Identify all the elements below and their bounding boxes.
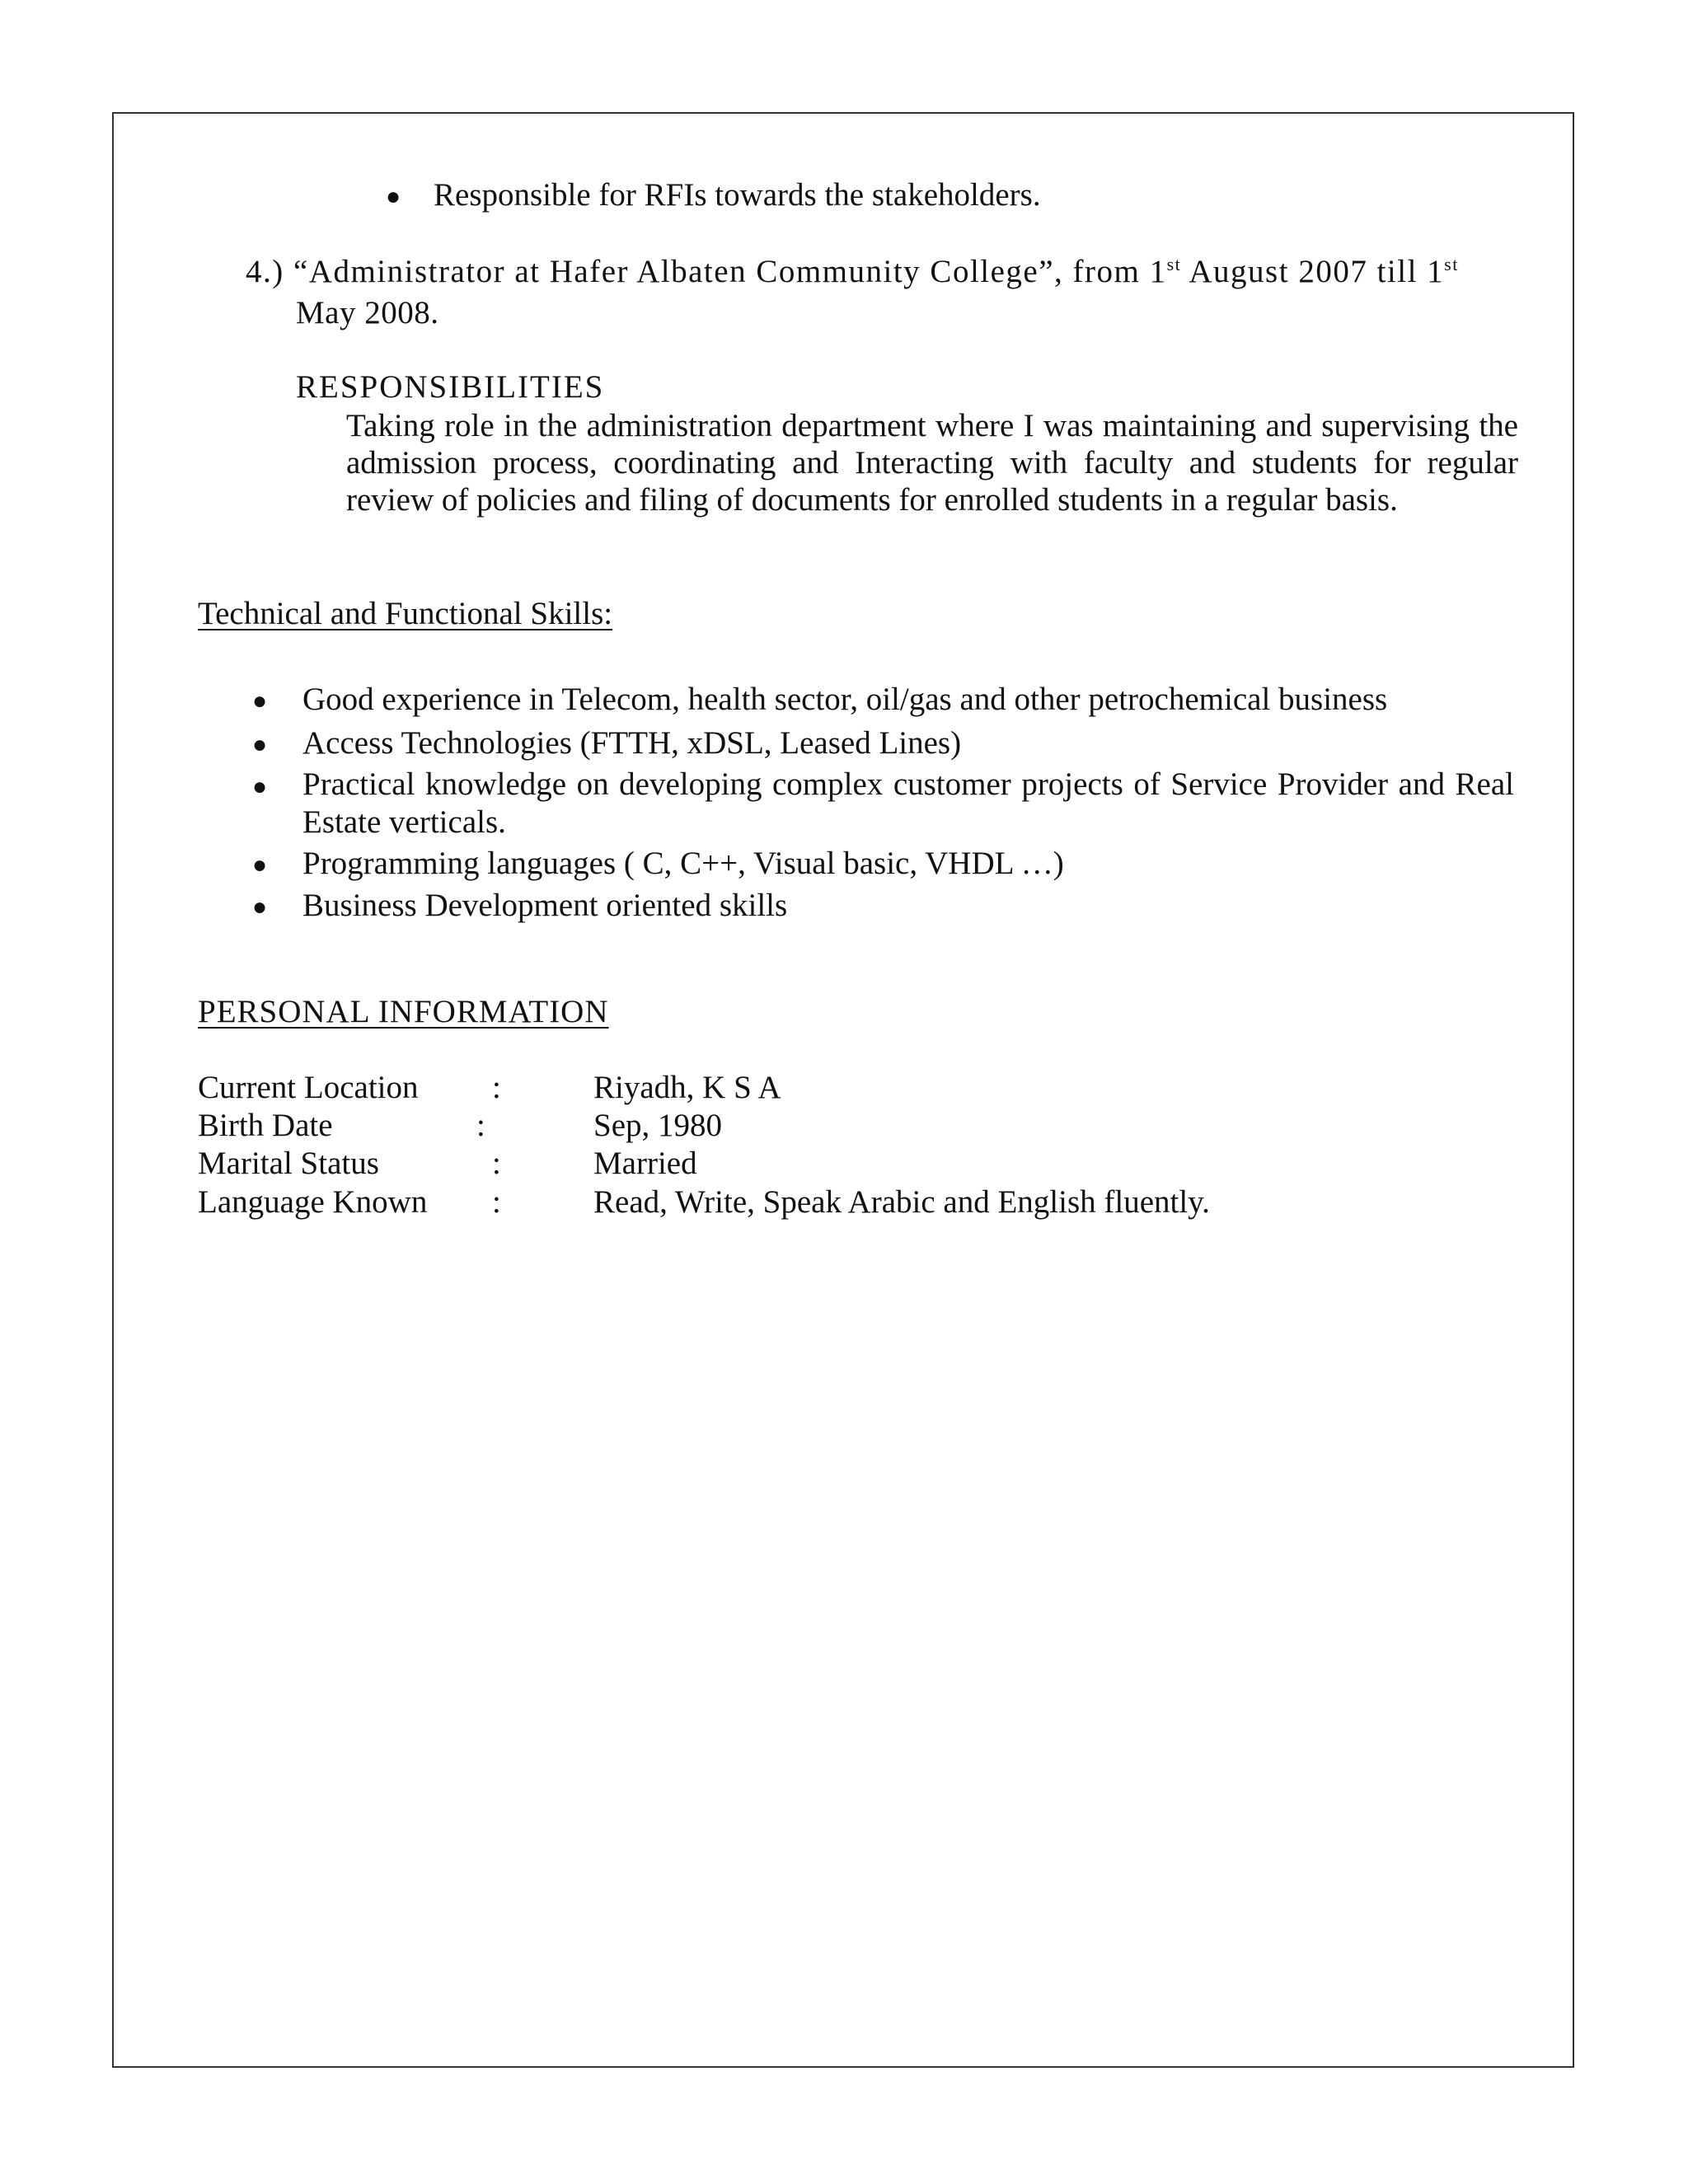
personal-separator: : (476, 1108, 485, 1143)
experience-title-line2: May 2008. (296, 295, 439, 330)
responsibilities-text: Taking role in the administration department where I was maintaining and supervising the admission process, coordinating and Interacting with faculty and students for regular review of policies and filing of documents for enrolled students in a regular basis. (346, 408, 1518, 518)
personal-label-marital-status: Marital Status (198, 1146, 379, 1181)
personal-info-heading: PERSONAL INFORMATION (198, 994, 609, 1029)
bullet-icon: ● (252, 731, 268, 758)
personal-value-language-known: Read, Write, Speak Arabic and English fluently. (593, 1184, 1210, 1220)
personal-value-current-location: Riyadh, K S A (593, 1070, 781, 1105)
bullet-icon: ● (252, 773, 268, 800)
skill-item: Access Technologies (FTTH, xDSL, Leased Lines) (302, 725, 962, 761)
personal-separator: : (492, 1070, 501, 1105)
personal-separator: : (492, 1146, 501, 1181)
bullet-icon: ● (386, 183, 401, 210)
experience-title-line1: “Administrator at Hafer Albaten Community College”, from 1st August 2007 till 1st (293, 254, 1459, 289)
personal-value-marital-status: Married (593, 1146, 697, 1181)
personal-label-language-known: Language Known (198, 1184, 428, 1220)
skill-item: Business Development oriented skills (302, 888, 788, 923)
prev-responsibility-bullet: Responsible for RFIs towards the stakeholders. (434, 177, 1041, 213)
bullet-icon: ● (252, 893, 268, 921)
experience-number: 4.) (246, 254, 284, 289)
personal-value-birth-date: Sep, 1980 (593, 1108, 722, 1143)
skills-heading: Technical and Functional Skills: (198, 596, 613, 631)
personal-label-current-location: Current Location (198, 1070, 419, 1105)
skill-item: Practical knowledge on developing complex customer projects of Service Provider and Real Estate verticals. (302, 766, 1514, 840)
responsibilities-heading: RESPONSIBILITIES (296, 369, 605, 405)
skill-item: Good experience in Telecom, health sector, oil/gas and other petrochemical business (302, 682, 1388, 717)
bullet-icon: ● (252, 851, 268, 879)
personal-label-birth-date: Birth Date (198, 1108, 333, 1143)
personal-separator: : (492, 1184, 501, 1220)
bullet-icon: ● (252, 687, 268, 715)
experience-item-4-heading (246, 253, 1459, 290)
skill-item: Programming languages ( C, C++, Visual basic, VHDL …) (302, 846, 1064, 881)
